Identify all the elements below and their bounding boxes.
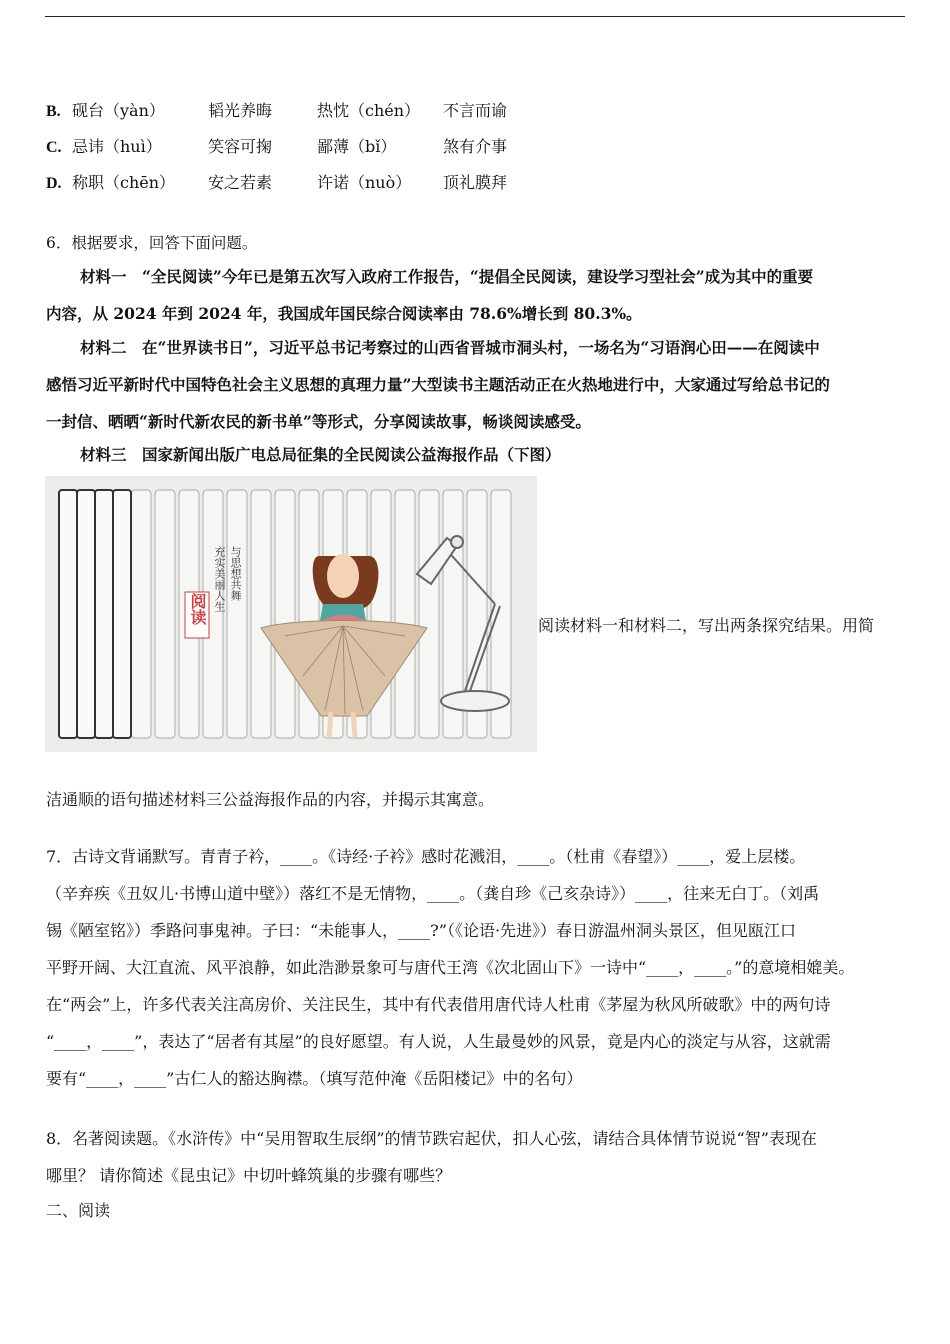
option-letter: B. <box>46 103 61 120</box>
material-1-line-1: 材料一 “全民阅读”今年已是第五次写入政府工作报告，“提倡全民阅读，建设学习型社会”成为其中的重要 <box>80 267 814 286</box>
section-heading: 二、阅读 <box>46 1201 111 1220</box>
q8-line: 哪里？ 请你简述《昆虫记》中切叶蜂筑巢的步骤有哪些？ <box>46 1166 452 1185</box>
poster-caption-2: 与思想共舞 <box>229 546 242 601</box>
option-word: 笑容可掬 <box>208 137 273 156</box>
option-word: 顶礼膜拜 <box>443 173 508 192</box>
option-word: 许诺（nuò） <box>317 173 412 192</box>
option-word: 热忱（chén） <box>317 101 421 120</box>
option-word: 砚台（yàn） <box>72 101 165 120</box>
option-d <box>46 172 508 194</box>
option-word: 煞有介事 <box>443 137 508 156</box>
option-c <box>46 136 508 158</box>
q7-line: “____，____”，表达了“居者有其屋”的良好愿望。有人说，人生最曼妙的风景，竟是内心的淡定与从容，这就需 <box>46 1032 831 1051</box>
q7-line: 7．古诗文背诵默写。青青子衿，____。《诗经·子衿》感时花溅泪，____。（杜甫《春望》）____，爱上层楼。 <box>46 847 806 866</box>
option-word: 称职（chēn） <box>72 173 176 192</box>
q6-instruction: 阅读材料一和材料二，写出两条探究结果。用简 <box>538 616 875 635</box>
option-word: 安之若素 <box>208 173 273 192</box>
poster-caption-1: 充实美丽人生 <box>213 546 226 612</box>
option-word: 不言而谕 <box>443 101 508 120</box>
material-2-line-1: 材料二 在“世界读书日”，习近平总书记考察过的山西省晋城市洞头村，一场名为“习语润心田——在阅读中 <box>80 338 820 357</box>
option-b <box>46 100 508 122</box>
q8-line: 8．名著阅读题。《水浒传》中“吴用智取生辰纲”的情节跌宕起伏，扣人心弦，请结合具体情节说说“智”表现在 <box>46 1129 817 1148</box>
option-letter: C. <box>46 139 62 156</box>
q7-line: （辛弃疾《丑奴儿·书博山道中壁》）落红不是无情物，____。（龚自珍《己亥杂诗》）____，往来无白丁。（刘禹 <box>46 884 820 903</box>
option-word: 韬光养晦 <box>208 101 273 120</box>
reading-poster-image <box>45 476 537 752</box>
q7-line: 在“两会”上，许多代表关注高房价、关注民生，其中有代表借用唐代诗人杜甫《茅屋为秋风所破歌》中的两句诗 <box>46 995 831 1014</box>
q7-line: 平野开阔、大江直流、风平浪静，如此浩渺景象可与唐代王湾《次北固山下》一诗中“____，____。”的意境相媲美。 <box>46 958 855 977</box>
q6-instruction-cont: 洁通顺的语句描述材料三公益海报作品的内容，并揭示其寓意。 <box>46 790 495 809</box>
material-2-line-3: 一封信、晒晒“新时代新农民的新书单”等形式，分享阅读故事，畅谈阅读感受。 <box>46 412 591 431</box>
material-2-line-2: 感悟习近平新时代中国特色社会主义思想的真理力量”大型读书主题活动正在火热地进行中，大家通过写给总书记的 <box>46 375 830 394</box>
poster-seal-text: 阅读 <box>188 593 207 625</box>
top-rule <box>45 16 905 17</box>
q6-title: 6．根据要求，回答下面问题。 <box>46 234 258 252</box>
poster-illustration <box>45 476 537 752</box>
material-1-line-2: 内容，从 2024 年到 2024 年，我国成年国民综合阅读率由 78.6%增长到 80.3%。 <box>46 304 642 323</box>
q7-line: 锡《陋室铭》）季路问事鬼神。子曰：“未能事人，____?”（《论语·先进》）春日游温州洞头景区，但见瓯江口 <box>46 921 797 940</box>
option-word: 忌讳（huì） <box>72 137 162 156</box>
option-letter: D. <box>46 175 62 192</box>
q7-line: 要有“____，____”古仁人的豁达胸襟。（填写范仲淹《岳阳楼记》中的名句） <box>46 1069 583 1088</box>
option-word: 鄙薄（bǐ） <box>317 137 397 156</box>
material-3-line: 材料三 国家新闻出版广电总局征集的全民阅读公益海报作品（下图） <box>80 445 561 464</box>
